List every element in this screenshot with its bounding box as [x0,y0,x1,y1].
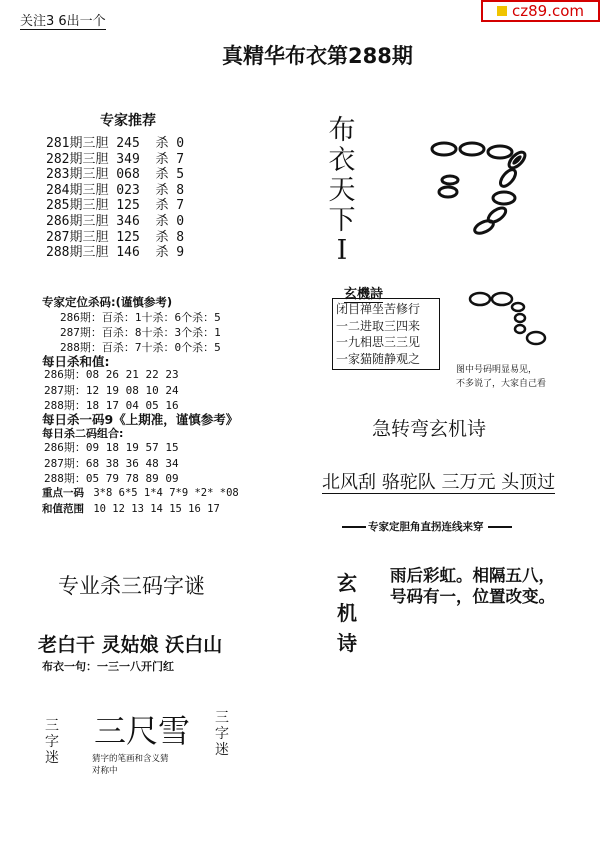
divider-left [342,526,366,528]
mystic-vertical [334,568,360,658]
daily-kill-subheading: 每日杀二码组合: [42,427,124,440]
riddle-words: 老白干 灵姑娘 沃白山 [38,634,223,656]
vertical-char: 诗 [337,631,357,655]
turn-poem-heading: 急转弯玄机诗 [372,418,487,440]
turn-poem-line: 北风刮 骆驼队 三万元 头顶过 [322,472,556,493]
label-char: 三 [45,718,59,734]
position-kill-heading: 专家定位杀码:(谨慎参考) [42,295,173,309]
expert-row: 284期三胆 023 杀 8 [46,182,185,198]
expert-line [342,519,512,534]
riddle-heading: 专业杀三码字谜 [58,574,205,598]
expert-row: 287期三胆 125 杀 8 [46,229,185,245]
daily-kill-row: 286期：09 18 19 57 15 [44,441,179,454]
xuanji-caption-2: 不多说了，大家自己看 [456,379,547,389]
focus-label: 重点一码 [42,487,84,499]
header-note: 关注3 6出一个 [20,14,106,29]
daily-kill-row: 287期：68 38 36 48 34 [44,456,179,470]
sum-kill-row: 288期：18 17 04 05 16 [44,399,179,412]
vertical-char: 下 [328,205,356,236]
riddle-right-label [212,710,232,758]
poem-line: 闭目禅坐苦修行 [336,302,421,316]
vertical-char: 机 [337,601,357,625]
xuanji-poem-box [332,298,440,370]
position-kill-row: 286期：百杀：1十杀：6个杀：5 [60,311,221,324]
vertical-char: 衣 [328,145,356,176]
expert-row: 286期三胆 346 杀 0 [46,213,185,229]
sum-kill-list [44,367,179,414]
position-kill-row: 288期：百杀：7十杀：0个杀：5 [60,341,221,354]
expert-row: 282期三胆 349 杀 7 [46,151,185,167]
number-chain-drawing [462,286,552,362]
expert-row: 285期三胆 125 杀 7 [46,198,185,214]
riddle-note-1: 猜字的笔画和含义猜 [92,754,169,764]
position-kill-list [60,310,221,355]
sum-range-label: 和值范围 [42,503,84,515]
badge-square-icon [497,6,507,16]
riddle-line: 布衣一句：一三一八开门红 [42,660,174,673]
page-title: 真精华布衣第288期 [222,44,413,68]
vertical-char: 天 [328,175,356,206]
label-char: 迷 [45,750,59,767]
label-char: 三 [215,710,229,726]
site-url: cz89.com [511,2,584,20]
sum-kill-heading: 每日杀和值: [42,354,110,369]
vertical-char: I [336,235,348,266]
sum-kill-row: 287期：12 19 08 10 24 [44,383,179,397]
label-char: 字 [45,734,59,751]
expert-line-text: 专家定胆角直拐连线来穿 [368,521,484,533]
vertical-char: 布 [328,115,356,146]
poem-line: 一家猫随静观之 [336,351,421,366]
position-kill-row: 287期：百杀：8十杀：3个杀：1 [60,326,221,339]
riddle-left-label [42,718,62,766]
sum-range-row [42,501,220,516]
xuanji-heading: 玄機詩 [344,287,384,302]
poem-line: 一九相思三三见 [336,335,421,349]
riddle-big: 三尺雪 [94,712,191,750]
expert-row: 281期三胆 245 杀 0 [46,136,185,151]
expert-heading: 专家推荐 [100,113,156,129]
focus-values: 3*8 6*5 1*4 7*9 *2* *08 [93,487,239,499]
xuanji-caption-1: 图中号码明显易见， [456,365,538,375]
vertical-char: 玄 [337,571,357,595]
site-badge[interactable] [481,0,600,22]
chain-drawing [420,130,540,240]
riddle-note-2: 对称中 [92,766,118,776]
daily-kill-heading: 每日杀一码9《上期准，谨慎参考》 [42,412,239,427]
focus-row [42,485,239,500]
daily-kill-row: 288期：05 79 78 89 09 [44,472,179,485]
poem-line: 一二进取三四来 [336,318,421,333]
daily-kill-list [44,440,179,487]
mystic-line-2: 号码有一，位置改变。 [390,587,555,606]
buyi-vertical [326,116,358,266]
sum-range-values: 10 12 13 14 15 16 17 [93,503,220,515]
sum-kill-row: 286期：08 26 21 22 23 [44,368,179,381]
label-char: 迷 [215,742,229,759]
label-char: 字 [215,726,229,743]
expert-row: 288期三胆 146 杀 9 [46,245,185,261]
expert-row: 283期三胆 068 杀 5 [46,167,185,183]
expert-list [46,136,184,261]
divider-right [488,526,512,528]
mystic-line-1: 雨后彩虹。相隔五八， [390,566,555,585]
